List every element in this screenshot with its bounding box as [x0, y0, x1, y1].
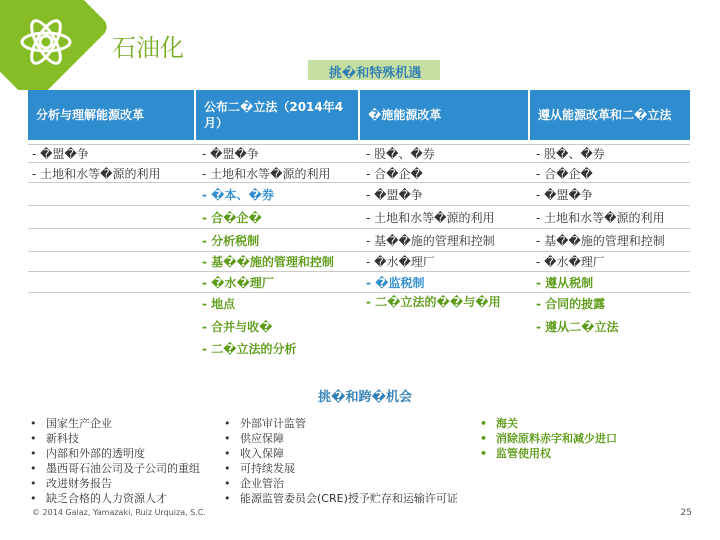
list-item: • 新科技	[28, 431, 200, 446]
list-item: • 缺乏合格的人力资源人才	[28, 491, 200, 506]
list-item: • 监管使用权	[478, 446, 617, 461]
list-item: • 消除原料赤字和减少进口	[478, 431, 617, 446]
section-title-opportunities: 挑�和跨�机会	[318, 390, 412, 405]
column-header-secondary-law: 公布二�立法（2014年4月）	[196, 90, 358, 140]
row-divider	[28, 162, 690, 163]
table-cell: - 二�立法的��与�用	[366, 295, 501, 309]
table-cell: - 股�、�券	[536, 147, 605, 161]
list-item: • 海关	[478, 416, 617, 431]
table-cell: - 二�立法的分析	[202, 342, 297, 356]
list-item: • 内部和外部的透明度	[28, 446, 200, 461]
table-cell: - 土地和水等�源的利用	[366, 211, 495, 225]
table-cell: - �盟�争	[536, 188, 593, 202]
logo	[0, 0, 110, 90]
list-item: • 收入保障	[222, 446, 458, 461]
row-divider	[28, 228, 690, 229]
row-divider	[28, 251, 690, 252]
molecule-icon	[18, 14, 74, 70]
table-cell: - 基��施的管理和控制	[536, 234, 665, 248]
list-item: • 国家生产企业	[28, 416, 200, 431]
table-cell: - �监税制	[366, 276, 425, 290]
table-cell: - 遵从二�立法	[536, 320, 619, 334]
column-header-implement-reform: �施能源改革	[360, 90, 528, 140]
table-cell: - 地点	[202, 297, 236, 311]
table-cell: - 基��施的管理和控制	[366, 234, 495, 248]
table-cell: - 土地和水等�源的利用	[202, 167, 331, 181]
list-item: • 改进财务报告	[28, 476, 200, 491]
table-cell: - �水�理厂	[366, 255, 435, 269]
bullet-list-left	[28, 416, 200, 506]
row-divider	[28, 271, 690, 272]
list-item: • 墨西哥石油公司及子公司的重组	[28, 461, 200, 476]
table-cell: - 股�、�券	[366, 147, 435, 161]
list-item: • 外部审计监管	[222, 416, 458, 431]
list-item: • 能源监管委员会(CRE)授予贮存和运输许可证	[222, 491, 458, 506]
table-cell: - �本、�券	[202, 188, 274, 202]
table-cell: - �盟�争	[32, 147, 89, 161]
list-item: • 可持续发展	[222, 461, 458, 476]
table-cell: - �盟�争	[366, 188, 423, 202]
row-divider	[28, 205, 690, 206]
table-cell: - 土地和水等�源的利用	[536, 211, 665, 225]
table-cell: - 分析税制	[202, 234, 260, 248]
table-cell: - �水�理厂	[536, 255, 605, 269]
bullet-list-middle	[222, 416, 458, 506]
row-divider	[28, 144, 690, 145]
section-title-challenges: 挑�和特殊机遇	[328, 66, 422, 81]
table-cell: - 合同的披露	[536, 297, 606, 311]
column-header-analysis: 分析与理解能源改革	[28, 90, 194, 140]
table-cell: - 遵从税制	[536, 276, 594, 290]
column-header-compliance: 遵从能源改革和二�立法	[530, 90, 690, 140]
list-item: • 供应保障	[222, 431, 458, 446]
copyright-footer: © 2014 Galaz, Yamazaki, Ruiz Urquiza, S.C.	[32, 508, 206, 517]
table-cell: - �水�理厂	[202, 276, 274, 290]
table-cell: - 合�企�	[536, 167, 593, 181]
table-cell: - 土地和水等�源的利用	[32, 167, 161, 181]
table-cell: - 合�企�	[202, 211, 262, 225]
table-cell: - 合�企�	[366, 167, 423, 181]
page-number: 25	[680, 508, 692, 518]
row-divider	[28, 292, 690, 293]
list-item: • 企业管治	[222, 476, 458, 491]
page-title: 石油化	[112, 34, 184, 62]
table-cell: - 基��施的管理和控制	[202, 255, 334, 269]
table-cell: - 合并与收�	[202, 320, 273, 334]
row-divider	[28, 182, 690, 183]
table-cell: - �盟�争	[202, 147, 259, 161]
bullet-list-right	[478, 416, 617, 461]
